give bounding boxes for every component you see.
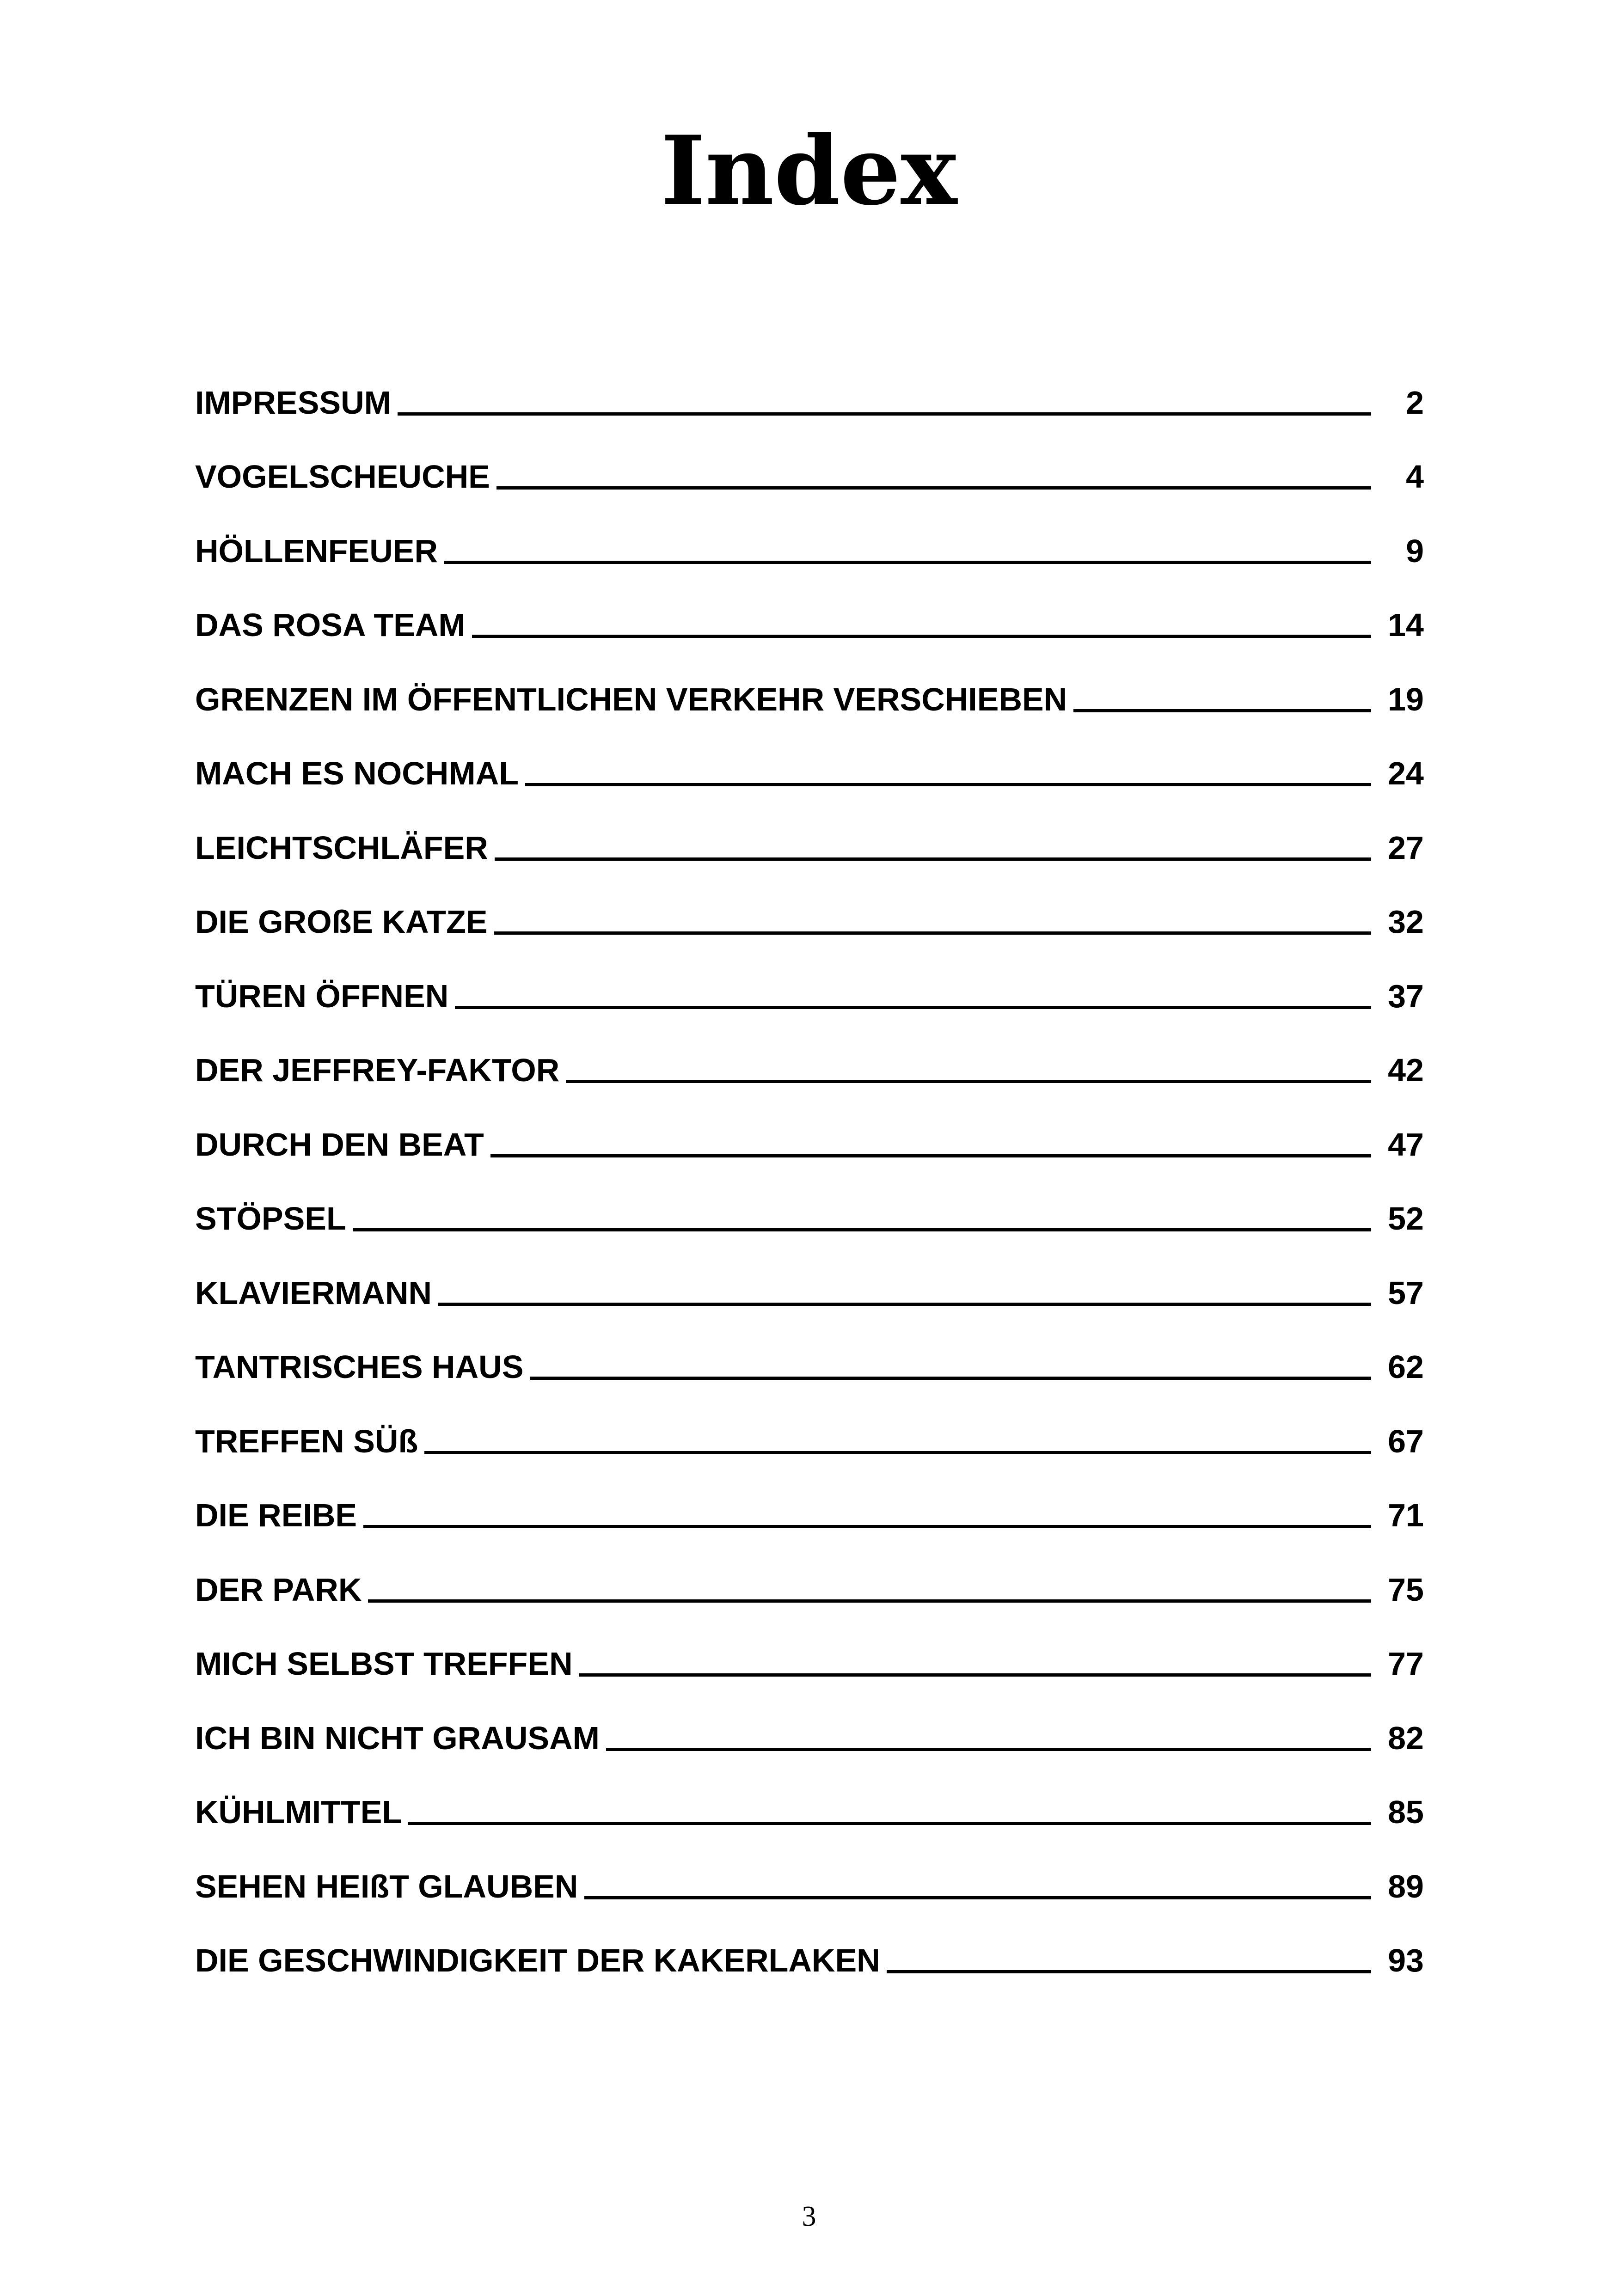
- toc-entry[interactable]: [195, 1474, 1424, 1548]
- toc-entry[interactable]: [195, 954, 1424, 1029]
- toc-entry-page: 32: [1388, 904, 1424, 940]
- toc-entry-title: DIE REIBE: [195, 1497, 357, 1533]
- toc-leader-line: [368, 1599, 1371, 1603]
- toc-entry-page: 82: [1388, 1720, 1424, 1756]
- toc-leader-line: [438, 1303, 1371, 1306]
- toc-entry-title: TÜREN ÖFFNEN: [195, 978, 449, 1014]
- toc-entry[interactable]: [195, 1325, 1424, 1400]
- table-of-contents: [195, 361, 1424, 1993]
- toc-leader-line: [530, 1377, 1371, 1380]
- toc-leader-line: [584, 1896, 1371, 1899]
- toc-entry-title: TANTRISCHES HAUS: [195, 1349, 524, 1385]
- toc-entry-page: 47: [1388, 1126, 1424, 1163]
- toc-entry-title: DIE GROßE KATZE: [195, 904, 488, 940]
- toc-leader-line: [455, 1006, 1371, 1009]
- toc-entry[interactable]: [195, 435, 1424, 509]
- toc-entry-page: 57: [1388, 1274, 1424, 1311]
- toc-entry-page: 62: [1388, 1349, 1424, 1385]
- toc-entry[interactable]: [195, 1622, 1424, 1696]
- toc-entry-page: 93: [1388, 1942, 1424, 1978]
- toc-entry-page: 67: [1388, 1423, 1424, 1459]
- toc-entry-title: ICH BIN NICHT GRAUSAM: [195, 1720, 600, 1756]
- toc-entry[interactable]: [195, 1548, 1424, 1622]
- toc-leader-line: [472, 635, 1371, 638]
- toc-leader-line: [887, 1970, 1371, 1973]
- toc-entry[interactable]: [195, 732, 1424, 806]
- toc-entry-page: 42: [1388, 1052, 1424, 1088]
- toc-entry-title: MICH SELBST TREFFEN: [195, 1646, 573, 1682]
- toc-entry-title: HÖLLENFEUER: [195, 533, 438, 569]
- toc-leader-line: [525, 783, 1371, 786]
- toc-entry-page: 37: [1388, 978, 1424, 1014]
- toc-leader-line: [424, 1451, 1371, 1454]
- toc-leader-line: [490, 1154, 1371, 1157]
- toc-entry-title: MACH ES NOCHMAL: [195, 755, 519, 791]
- toc-leader-line: [398, 412, 1371, 416]
- toc-entry-page: 24: [1388, 755, 1424, 791]
- toc-entry[interactable]: [195, 1177, 1424, 1251]
- toc-entry-page: 77: [1388, 1646, 1424, 1682]
- toc-entry[interactable]: [195, 1770, 1424, 1845]
- toc-entry[interactable]: [195, 509, 1424, 583]
- toc-entry-title: DER JEFFREY-FAKTOR: [195, 1052, 560, 1088]
- toc-leader-line: [606, 1748, 1371, 1751]
- toc-entry[interactable]: [195, 1029, 1424, 1103]
- toc-entry-title: SEHEN HEIßT GLAUBEN: [195, 1868, 578, 1904]
- toc-leader-line: [579, 1673, 1371, 1677]
- toc-leader-line: [494, 931, 1371, 935]
- toc-leader-line: [408, 1822, 1371, 1825]
- toc-entry-title: IMPRESSUM: [195, 384, 391, 421]
- toc-entry-title: KLAVIERMANN: [195, 1274, 432, 1311]
- toc-leader-line: [444, 561, 1371, 564]
- toc-entry-title: DURCH DEN BEAT: [195, 1126, 484, 1163]
- toc-leader-line: [496, 486, 1371, 490]
- toc-entry[interactable]: [195, 1102, 1424, 1177]
- toc-leader-line: [353, 1228, 1371, 1231]
- toc-entry-title: LEICHTSCHLÄFER: [195, 829, 488, 866]
- toc-entry-title: VOGELSCHEUCHE: [195, 459, 490, 495]
- toc-entry-page: 52: [1388, 1200, 1424, 1237]
- toc-entry-page: 85: [1388, 1794, 1424, 1830]
- toc-entry[interactable]: [195, 1844, 1424, 1919]
- toc-leader-line: [363, 1525, 1371, 1528]
- toc-entry-page: 9: [1406, 533, 1424, 569]
- toc-leader-line: [495, 857, 1371, 861]
- toc-entry-title: KÜHLMITTEL: [195, 1794, 402, 1830]
- toc-entry-page: 71: [1388, 1497, 1424, 1533]
- toc-entry-page: 89: [1388, 1868, 1424, 1904]
- toc-entry-title: GRENZEN IM ÖFFENTLICHEN VERKEHR VERSCHIEBEN: [195, 681, 1067, 717]
- toc-entry-page: 4: [1406, 459, 1424, 495]
- toc-entry-page: 14: [1388, 607, 1424, 643]
- toc-entry-title: DIE GESCHWINDIGKEIT DER KAKERLAKEN: [195, 1942, 880, 1978]
- toc-entry[interactable]: [195, 1399, 1424, 1474]
- toc-entry-page: 2: [1406, 384, 1424, 421]
- toc-entry[interactable]: [195, 361, 1424, 435]
- toc-entry-title: STÖPSEL: [195, 1200, 346, 1237]
- toc-entry-title: DAS ROSA TEAM: [195, 607, 466, 643]
- toc-entry[interactable]: [195, 880, 1424, 955]
- toc-entry-title: DER PARK: [195, 1571, 362, 1608]
- page-number: 3: [802, 2201, 816, 2232]
- toc-entry-title: TREFFEN SÜß: [195, 1423, 418, 1459]
- toc-entry-page: 75: [1388, 1571, 1424, 1608]
- toc-entry[interactable]: [195, 1919, 1424, 1993]
- toc-leader-line: [1073, 709, 1371, 712]
- toc-entry[interactable]: [195, 806, 1424, 880]
- toc-entry[interactable]: [195, 657, 1424, 732]
- toc-entry[interactable]: [195, 1251, 1424, 1325]
- toc-entry[interactable]: [195, 1696, 1424, 1770]
- toc-entry[interactable]: [195, 583, 1424, 658]
- page-title: Index: [661, 116, 957, 227]
- toc-entry-page: 19: [1388, 681, 1424, 717]
- toc-entry-page: 27: [1388, 829, 1424, 866]
- toc-leader-line: [566, 1080, 1371, 1083]
